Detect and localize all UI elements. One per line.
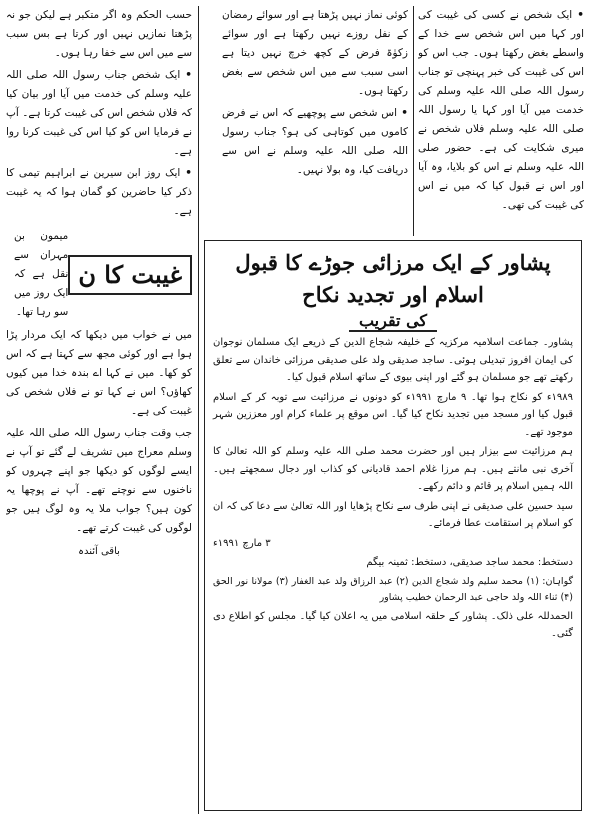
article-signatures: دستخط: محمد ساجد صدیقی، دستخط: ثمینہ بیگم <box>366 557 573 568</box>
article-paragraph: سید حسین علی صدیقی نے اپنی طرف سے نکاح پڑھایا اور اللہ تعالیٰ سے دعا کی کہ ان کو اسلام پر استقامت عطا فرمائے۔ <box>213 500 573 529</box>
article-body <box>213 334 573 643</box>
article-paragraph: ہم مرزائیت سے بیزار ہیں اور حضرت محمد صلی اللہ علیہ وسلم کو اللہ تعالیٰ کا آخری نبی مانتے ہیں۔ ہم مرزا غلام احمد قادیانی کو کذاب اور دجال سمجھتے ہیں۔ اللہ ہمیں اسلام پر قائم و دائم رکھے۔ <box>213 446 573 492</box>
article-closing: الحمدللہ علی ذلک۔ پشاور کے حلقہ اسلامی میں یہ اعلان کیا گیا۔ مجلس کو اطلاع دی گئی۔ <box>213 610 573 639</box>
article-date: ۳ مارچ ۱۹۹۱ء <box>213 537 271 549</box>
article-paragraph: پشاور۔ جماعت اسلامیہ مرکزیہ کے خلیفہ شجاع الدین کے ذریعے ایک مسلمان نوجوان کی ایمان افروز تبدیلی ہوئی۔ ساجد صدیقی ولد علی صدیقی مرزائی خاندان سے تعلق رکھتے تھے جو مسلمان ہو گئے اور اپنی بیوی کے ساتھ اسلام قبول کیا۔ <box>213 337 573 383</box>
article-paragraph: ۱۹۸۹ء کو نکاح ہوا تھا۔ ۹ مارچ ۱۹۹۱ء کو دونوں نے مرزائیت سے توبہ کر کے اسلام قبول کیا اور مسجد میں تجدید نکاح کیا گیا۔ اس موقع پر علماء کرام اور معززین شہر موجود تھے۔ <box>213 391 573 438</box>
ghibat-title: غیبت کا ن <box>68 255 192 295</box>
right-column <box>418 6 584 246</box>
article-subhead <box>213 311 573 330</box>
right-column-paragraph: • ایک شخص نے کسی کی غیبت کی اور کہا میں اس شخص سے خدا کے واسطے بغض رکھتا ہوں۔ جب اس کو اس کی غیبت کی خبر پہنچی تو جناب رسول اللہ صلی اللہ علیہ وسلم کی خدمت میں آیا اور کہا یا رسول اللہ صلی اللہ علیہ وسلم فلاں شخص نے میری شکایت کی ہے۔ حضور صلی اللہ علیہ وسلم نے اس کو بلایا، وہ آیا اور اس نے قبول کیا کہ میں نے اس کی غیبت کی تھی۔ <box>418 6 584 215</box>
left-column <box>6 6 192 816</box>
ghibat-paragraph: میں نے خواب میں دیکھا کہ ایک مردار پڑا ہوا ہے اور کوئی مجھ سے کہتا ہے کہ اس کو کھا۔ میں نے کہا اے بندہ خدا میں کیوں کھاؤں؟ اس نے کہا تو نے فلاں شخص کی غیبت کی ہے۔ <box>6 329 192 417</box>
left-column-paragraph: • ایک شخص جناب رسول اللہ صلی اللہ علیہ وسلم کی خدمت میں آیا اور بیان کیا کہ فلاں شخص اس کی غیبت کرتا ہے۔ آپ نے فرمایا اس کو کیا اس کی غیبت کرنا روا ہے۔ <box>6 66 192 161</box>
middle-column-paragraph: کوئی نماز نہیں پڑھتا ہے اور سوائے رمضان کے نفل روزے نہیں رکھتا ہے اور سوائے زکوٰۃ فرض کے کچھ خرچ نہیں دیتا ہے اسی سبب سے میں اس شخص سے بغض رکھتا ہوں۔ <box>222 9 408 97</box>
ghibat-intro: میمون بن مہران سے نقل ہے کہ ایک روز میں سو رہا تھا۔ <box>14 230 69 318</box>
article-headline: پشاور کے ایک مرزائی جوڑے کا قبول اسلام اور تجدید نکاح <box>235 250 551 307</box>
left-column-paragraph: • ایک روز ابن سیرین نے ابراہیم تیمی کا ذکر کیا حاضرین کو گمان ہوا کہ یہ غیبت ہے۔ <box>6 164 192 221</box>
column-divider <box>198 6 199 814</box>
ghibat-section-header <box>6 227 192 322</box>
column-divider <box>413 6 414 236</box>
news-article-box <box>204 240 582 811</box>
ghibat-paragraph: جب وقت جناب رسول اللہ صلی اللہ علیہ وسلم معراج میں تشریف لے گئے تو آپ نے ایسے لوگوں کو دیکھا جو اپنے چہروں کو ناخنوں سے نوچتے تھے۔ آپ نے پوچھا یہ کون ہیں؟ جواب ملا یہ وہ لوگ ہیں جو لوگوں کی غیبت کرتے تھے۔ <box>6 427 192 534</box>
continued-note: باقی آئندہ <box>78 546 120 557</box>
left-column-paragraph: حسب الحکم وہ اگر متکبر ہے لیکن جو نہ پڑھتا نمازیں نہیں اور کرتا ہے بس سبب سے میں اس سے خفا رہا ہوں۔ <box>6 9 192 59</box>
middle-column-paragraph: • اس شخص سے پوچھیے کہ اس نے فرض کاموں میں کوتاہی کی ہو؟ جناب رسول اللہ صلی اللہ علیہ وسلم نے اس سے دریافت کیا، وہ بولا نہیں۔ <box>222 104 408 180</box>
article-subhead-text: کی تقریب <box>349 311 437 332</box>
middle-column <box>222 6 408 231</box>
article-witnesses: گواہان: (۱) محمد سلیم ولد شجاع الدین (۲) عبد الرزاق ولد عبد الغفار (۳) مولانا نور الحق (۴) ثناء اللہ ولد حاجی عبد الرحمان خطیب پشاور <box>213 575 574 603</box>
